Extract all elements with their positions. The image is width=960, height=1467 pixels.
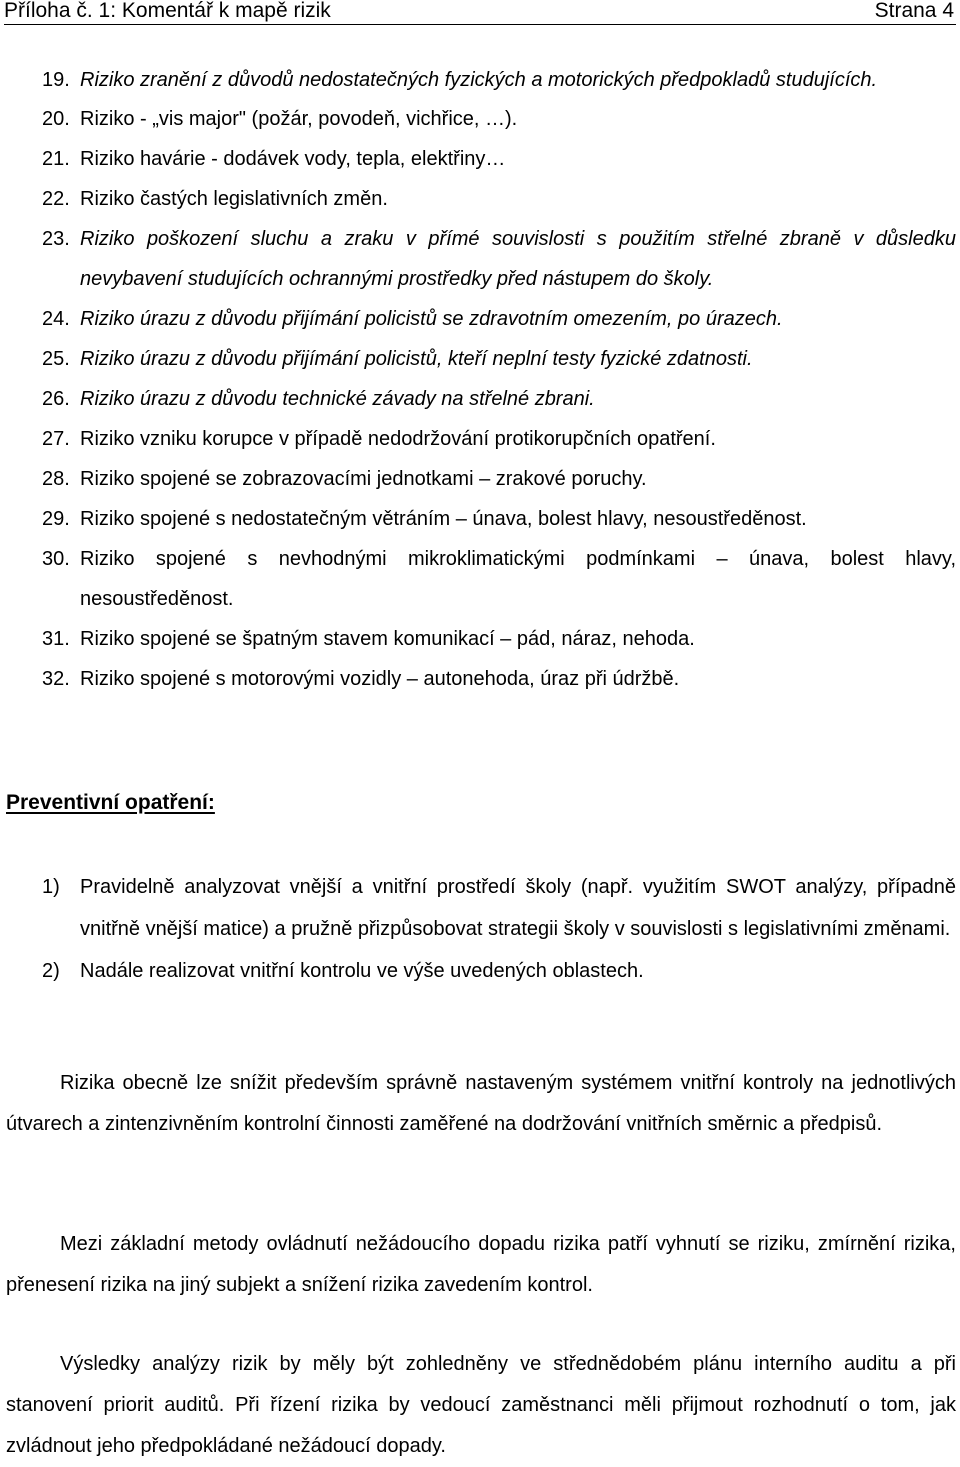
risk-item: [0, 179, 960, 219]
risk-number: 20.: [42, 108, 70, 130]
page-number: Strana 4: [874, 0, 954, 22]
preventive-text: Nadále realizovat vnitřní kontrolu ve výše uvedených oblastech.: [80, 960, 644, 982]
risk-number: 22.: [42, 188, 70, 210]
risk-item: [0, 659, 960, 699]
risk-text: Riziko spojené s nevhodnými mikroklimatickými podmínkami – únava, bolest hlavy, nesoustředěnost.: [80, 548, 956, 610]
risk-number: 27.: [42, 428, 70, 450]
risk-number: 31.: [42, 628, 70, 650]
risk-text: Riziko spojené se zobrazovacími jednotkami – zrakové poruchy.: [80, 468, 647, 490]
risk-text: Riziko havárie - dodávek vody, tepla, elektřiny…: [80, 148, 506, 170]
risk-number: 23.: [42, 228, 70, 250]
risk-text: Riziko zranění z důvodů nedostatečných fyzických a motorických předpokladů studujících.: [80, 69, 878, 91]
risk-text: Riziko spojené se špatným stavem komunikací – pád, náraz, nehoda.: [80, 628, 695, 650]
page-header: [4, 0, 956, 25]
risk-list: [0, 62, 960, 699]
preventive-number: 1): [42, 876, 60, 898]
preventive-item: [0, 950, 960, 992]
risk-number: 29.: [42, 508, 70, 530]
risk-item: [0, 419, 960, 459]
risk-item: [0, 62, 960, 99]
risk-number: 32.: [42, 668, 70, 690]
risk-number: 25.: [42, 348, 70, 370]
risk-number: 21.: [42, 148, 70, 170]
risk-item: [0, 379, 960, 419]
risk-item: [0, 499, 960, 539]
paragraph-risk-methods: Mezi základní metody ovládnutí nežádoucího dopadu rizika patří vyhnutí se riziku, zmírnění rizika, přenesení rizika na jiný subjekt a snížení rizika zavedením kontrol.: [6, 1233, 956, 1296]
header-title: Příloha č. 1: Komentář k mapě rizik: [4, 0, 331, 22]
preventive-item: [0, 866, 960, 950]
risk-number: 24.: [42, 308, 70, 330]
risk-item: [0, 459, 960, 499]
risk-item: [0, 339, 960, 379]
risk-number: 28.: [42, 468, 70, 490]
preventive-number: 2): [42, 960, 60, 982]
risk-item: [0, 139, 960, 179]
paragraph-risk-reduction: Rizika obecně lze snížit především správně nastaveným systémem vnitřní kontroly na jednotlivých útvarech a zintenzivněním kontrolní činnosti zaměřené na dodržování vnitřních směrnic a předpisů.: [6, 1072, 956, 1135]
risk-text: Riziko vzniku korupce v případě nedodržování protikorupčních opatření.: [80, 428, 716, 450]
risk-text: Riziko - „vis major" (požár, povodeň, vichřice, …).: [80, 108, 518, 130]
risk-text: Riziko spojené s motorovými vozidly – autonehoda, úraz při údržbě.: [80, 668, 680, 690]
risk-text: Riziko úrazu z důvodu přijímání policistů se zdravotním omezením, po úrazech.: [80, 308, 783, 330]
risk-text: Riziko spojené s nedostatečným větráním – únava, bolest hlavy, nesoustředěnost.: [80, 508, 807, 530]
risk-text: Riziko častých legislativních změn.: [80, 188, 388, 210]
risk-text: Riziko úrazu z důvodu technické závady na střelné zbrani.: [80, 388, 595, 410]
paragraph-audit-plan: Výsledky analýzy rizik by měly být zohledněny ve střednědobém plánu interního auditu a při stanovení priorit auditů. Při řízení rizika by vedoucí zaměstnanci měli přijmout rozhodnutí o tom, jak zvládnout jeho předpokládané nežádoucí dopady.: [6, 1353, 956, 1457]
preventive-list: [0, 866, 960, 992]
risk-item: [0, 619, 960, 659]
risk-number: 19.: [42, 69, 70, 91]
risk-item: [0, 299, 960, 339]
preventive-heading: Preventivní opatření:: [6, 791, 215, 814]
risk-item: [0, 99, 960, 139]
risk-item: [0, 219, 960, 299]
risk-number: 30.: [42, 548, 70, 570]
preventive-text: Pravidelně analyzovat vnější a vnitřní prostředí školy (např. využitím SWOT analýzy, případně vnitřně vnější matice) a pružně přizpůsobovat strategii školy v souvislosti s legislativními změnami.: [80, 876, 956, 940]
risk-text: Riziko úrazu z důvodu přijímání policistů, kteří neplní testy fyzické zdatnosti.: [80, 348, 753, 370]
risk-number: 26.: [42, 388, 70, 410]
risk-item: [0, 539, 960, 619]
risk-text: Riziko poškození sluchu a zraku v přímé souvislosti s použitím střelné zbraně v důsledku nevybavení studujících ochrannými prostředky před nástupem do školy.: [80, 228, 956, 290]
